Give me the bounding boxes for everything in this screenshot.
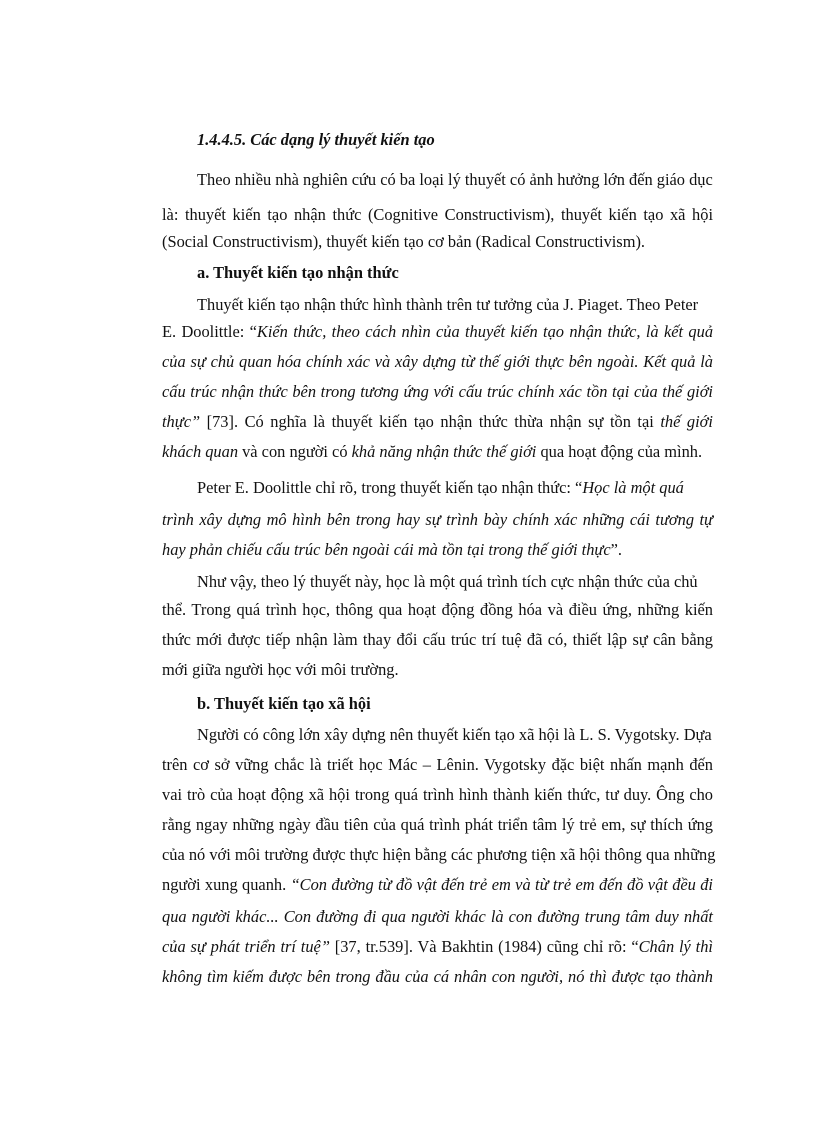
b-p1-line-5: của nó với môi trường được thực hiện bằng các phương tiện xã hội thông qua những	[162, 845, 716, 864]
intro-line-2: là: thuyết kiến tạo nhận thức (Cognitive Constructivism), thuyết kiến tạo xã hội	[162, 205, 713, 224]
b-p1-line-3: vai trò của hoạt động xã hội trong quá trình hình thành kiến thức, tư duy. Ông cho	[162, 785, 713, 804]
a-p3-line-2: thể. Trong quá trình học, thông qua hoạt động đồng hóa và điều ứng, những kiến	[162, 600, 713, 619]
b-p1-line-7: qua người khác... Con đường đi qua người khác là con đường trung tâm duy nhất	[162, 907, 713, 926]
b-p1-line-9: không tìm kiếm được bên trong đầu của cá nhân con người, nó thì được tạo thành	[162, 967, 713, 986]
a-p1-line-4: cấu trúc nhận thức bên trong tương ứng với cấu trúc chính xác tồn tại của thế giới	[162, 382, 713, 401]
intro-line-1: Theo nhiều nhà nghiên cứu có ba loại lý thuyết có ảnh hưởng lớn đến giáo dục	[197, 170, 713, 189]
heading-b: b. Thuyết kiến tạo xã hội	[197, 694, 371, 713]
b-p1-line-6: người xung quanh. “Con đường từ đồ vật đến trẻ em và từ trẻ em đến đồ vật đều đi	[162, 875, 713, 894]
a-p1-line-1: Thuyết kiến tạo nhận thức hình thành trên tư tưởng của J. Piaget. Theo Peter	[197, 295, 699, 314]
a-p2-line-2: trình xây dựng mô hình bên trong hay sự trình bày chính xác những cái tương tự	[162, 510, 713, 529]
heading-a: a. Thuyết kiến tạo nhận thức	[197, 263, 399, 282]
b-p1-line-1: Người có công lớn xây dựng nên thuyết kiến tạo xã hội là L. S. Vygotsky. Dựa	[197, 725, 712, 744]
a-p2-line-3: hay phản chiếu cấu trúc bên ngoài cái mà tồn tại trong thế giới thực”.	[162, 540, 623, 559]
a-p1-line-3: của sự chủ quan hóa chính xác và xây dựng từ thế giới thực bên ngoài. Kết quả là	[162, 352, 713, 371]
a-p3-line-3: thức mới được tiếp nhận làm thay đổi cấu trúc trí tuệ đã có, thiết lập sự cân bằng	[162, 630, 713, 649]
a-p1-line-6: khách quan và con người có khả năng nhận thức thế giới qua hoạt động của mình.	[162, 442, 703, 461]
a-p1-line-5: thực” [73]. Có nghĩa là thuyết kiến tạo nhận thức thừa nhận sự tồn tại thế giới	[162, 412, 713, 431]
intro-line-3: (Social Constructivism), thuyết kiến tạo cơ bản (Radical Constructivism).	[162, 232, 645, 251]
b-p1-line-2: trên cơ sở vững chắc là triết học Mác – Lênin. Vygotsky đặc biệt nhấn mạnh đến	[162, 755, 713, 774]
b-p1-line-8: của sự phát triển trí tuệ” [37, tr.539]. Và Bakhtin (1984) cũng chỉ rõ: “Chân lý thì	[162, 937, 713, 956]
section-title: 1.4.4.5. Các dạng lý thuyết kiến tạo	[197, 130, 435, 149]
a-p3-line-1: Như vậy, theo lý thuyết này, học là một quá trình tích cực nhận thức của chủ	[197, 572, 698, 591]
a-p1-line-2: E. Doolittle: “Kiến thức, theo cách nhìn của thuyết kiến tạo nhận thức, là kết quả	[162, 322, 714, 341]
b-p1-line-4: rằng ngay những ngày đầu tiên của quá trình phát triển tâm lý trẻ em, sự thích ứng	[162, 815, 713, 834]
a-p2-line-1: Peter E. Doolittle chỉ rõ, trong thuyết kiến tạo nhận thức: “Học là một quá	[197, 478, 684, 497]
a-p3-line-4: mới giữa người học với môi trường.	[162, 660, 399, 679]
